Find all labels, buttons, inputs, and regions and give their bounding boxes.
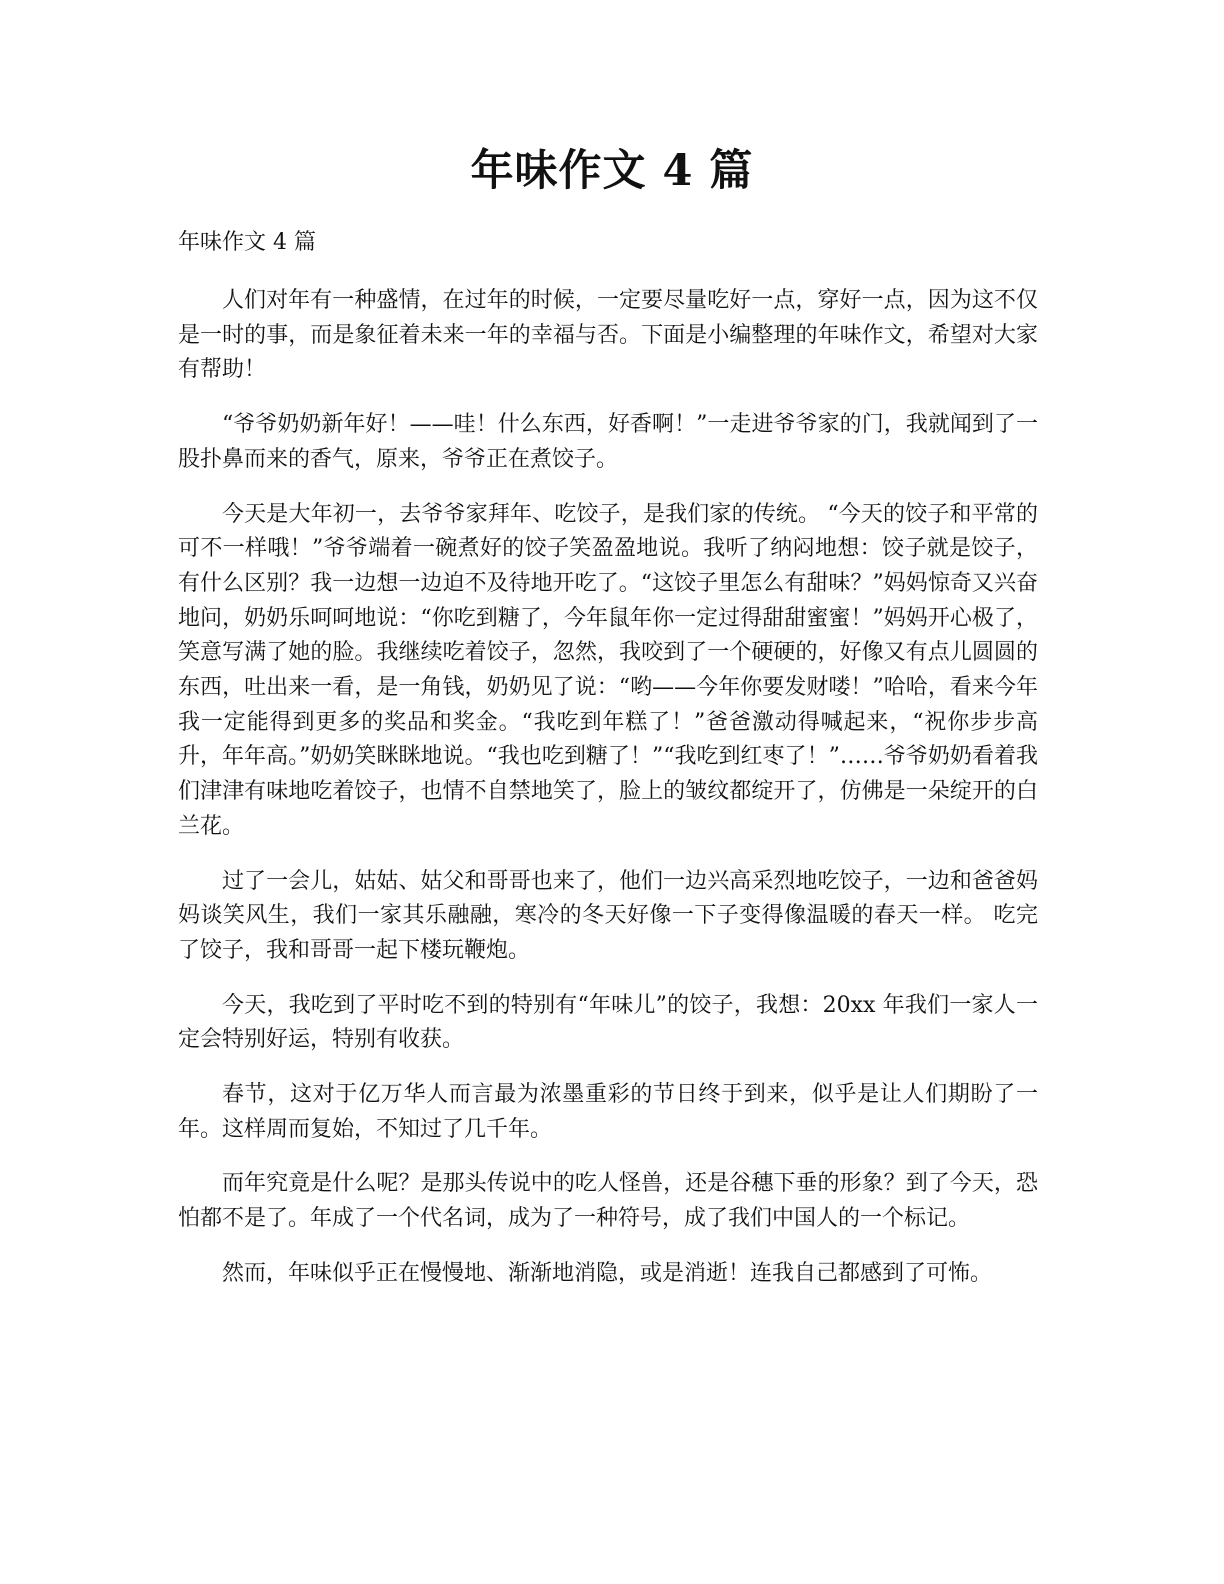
paragraph: 今天，我吃到了平时吃不到的特别有“年味儿”的饺子，我想：20xx 年我们一家人一定会特别好运，特别有收获。 [178,992,1038,1053]
paragraph: 而年究竟是什么呢？是那头传说中的吃人怪兽，还是谷穗下垂的形象？到了今天，恐怕都不是了。年成了一个代名词，成为了一种符号，成了我们中国人的一个标记。 [178,1171,1038,1232]
document-title: 年味作文 4 篇 [470,146,754,196]
document-subtitle: 年味作文 4 篇 [178,230,316,255]
paragraph: 春节，这对于亿万华人而言最为浓墨重彩的节日终于到来，似乎是让人们期盼了一年。这样周而复始，不知过了几千年。 [178,1082,1038,1142]
paragraph-intro: 人们对年有一种盛情，在过年的时候，一定要尽量吃好一点，穿好一点，因为这不仅是一时的事，而是象征着未来一年的幸福与否。下面是小编整理的年味作文，希望对大家有帮助！ [178,288,1038,383]
paragraph: 过了一会儿，姑姑、姑父和哥哥也来了，他们一边兴高采烈地吃饺子，一边和爸爸妈妈谈笑风生，我们一家其乐融融，寒冷的冬天好像一下子变得像温暖的春天一样。 吃完了饺子，我和哥哥一起下楼玩鞭炮。 [178,868,1038,963]
paragraph: 然而，年味似乎正在慢慢地、渐渐地消隐，或是消逝！连我自己都感到了可怖。 [222,1260,993,1286]
paragraph: “爷爷奶奶新年好！——哇！什么东西，好香啊！”一走进爷爷家的门，我就闻到了一股扑鼻而来的香气，原来，爷爷正在煮饺子。 [178,412,1038,472]
paragraph: 今天是大年初一，去爷爷家拜年、吃饺子，是我们家的传统。 “今天的饺子和平常的可不一样哦！”爷爷端着一碗煮好的饺子笑盈盈地说。我听了纳闷地想：饺子就是饺子，有什么区别？我一边想一边迫不及待地开吃了。“这饺子里怎么有甜味？”妈妈惊奇又兴奋地问，奶奶乐呵呵地说：“你吃到糖了，今年鼠年你一定过得甜甜蜜蜜！”妈妈开心极了，笑意写满了她的脸。我继续吃着饺子，忽然，我咬到了一个硬硬的，好像又有点儿圆圆的东西，吐出来一看，是一角钱，奶奶见了说：“哟——今年你要发财喽！”哈哈，看来今年我一定能得到更多的奖品和奖金。“我吃到年糕了！”爸爸激动得喊起来，“祝你步步高升，年年高。”奶奶笑眯眯地说。“我也吃到糖了！”“我吃到红枣了！”……爷爷奶奶看着我们津津有味地吃着饺子，也情不自禁地笑了，脸上的皱纹都绽开了，仿佛是一朵绽开的白兰花。 [178,501,1038,839]
document-body [178,226,1038,1312]
